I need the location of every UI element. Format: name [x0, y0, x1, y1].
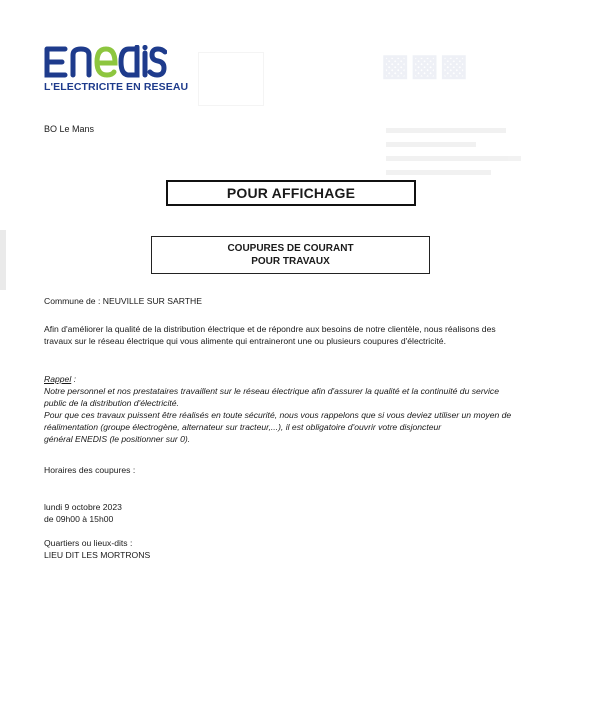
- enedis-logo-mark: [43, 45, 167, 79]
- rappel-line-5: général ENEDIS (le positionner sur 0).: [44, 434, 191, 444]
- rappel-line-2: public de la distribution d'électricité.: [44, 398, 179, 408]
- areas-label: Quartiers ou lieux-dits :: [44, 538, 133, 548]
- intro-line-2: travaux sur le réseau électrique qui vous alimente qui entraineront une ou plusieurs coupures d'électricité.: [44, 336, 446, 346]
- bleed-through-lines: [386, 128, 536, 184]
- headline-box: [166, 180, 416, 206]
- bleed-through-stamp: [198, 52, 264, 106]
- commune-label: Commune de :: [44, 296, 103, 306]
- rappel-title: Rappel: [44, 374, 72, 384]
- rappel-heading: [44, 373, 76, 385]
- schedule-label: Horaires des coupures :: [44, 465, 136, 475]
- rappel-line-3: Pour que ces travaux puissent être réalisés en toute sécurité, nous vous rappelons que si vous deviez utiliser un moyen de: [44, 410, 512, 420]
- rappel-line-1: Notre personnel et nos prestataires travaillent sur le réseau électrique afin d'assurer la qualité et la continuité du service: [44, 386, 499, 396]
- office-name: BO Le Mans: [44, 124, 95, 134]
- scan-edge-mark: [0, 230, 6, 290]
- intro-line-1: Afin d'améliorer la qualité de la distribution électrique et de répondre aux besoins de notre clientèle, nous réalisons des: [44, 324, 496, 334]
- bleed-through-logo: ▩▩▩: [380, 49, 469, 82]
- enedis-logo: [43, 45, 167, 79]
- notice-title-line1: COUPURES DE COURANT: [227, 243, 354, 254]
- notice-title-line2: POUR TRAVAUX: [251, 256, 330, 267]
- schedule-date: lundi 9 octobre 2023: [44, 502, 122, 512]
- headline-text: POUR AFFICHAGE: [226, 185, 356, 201]
- schedule-time: de 09h00 à 15h00: [44, 514, 114, 524]
- commune-line: [44, 295, 202, 307]
- notice-title-box: [151, 236, 430, 274]
- areas-value: LIEU DIT LES MORTRONS: [44, 550, 151, 560]
- rappel-line-4: réalimentation (groupe électrogène, alternateur sur tracteur,...), il est obligatoire d'ouvrir votre disjoncteur: [44, 422, 442, 432]
- rappel-title-suffix: :: [71, 374, 77, 384]
- commune-value: NEUVILLE SUR SARTHE: [102, 296, 202, 306]
- logo-tagline: L'ELECTRICITE EN RESEAU: [44, 81, 189, 93]
